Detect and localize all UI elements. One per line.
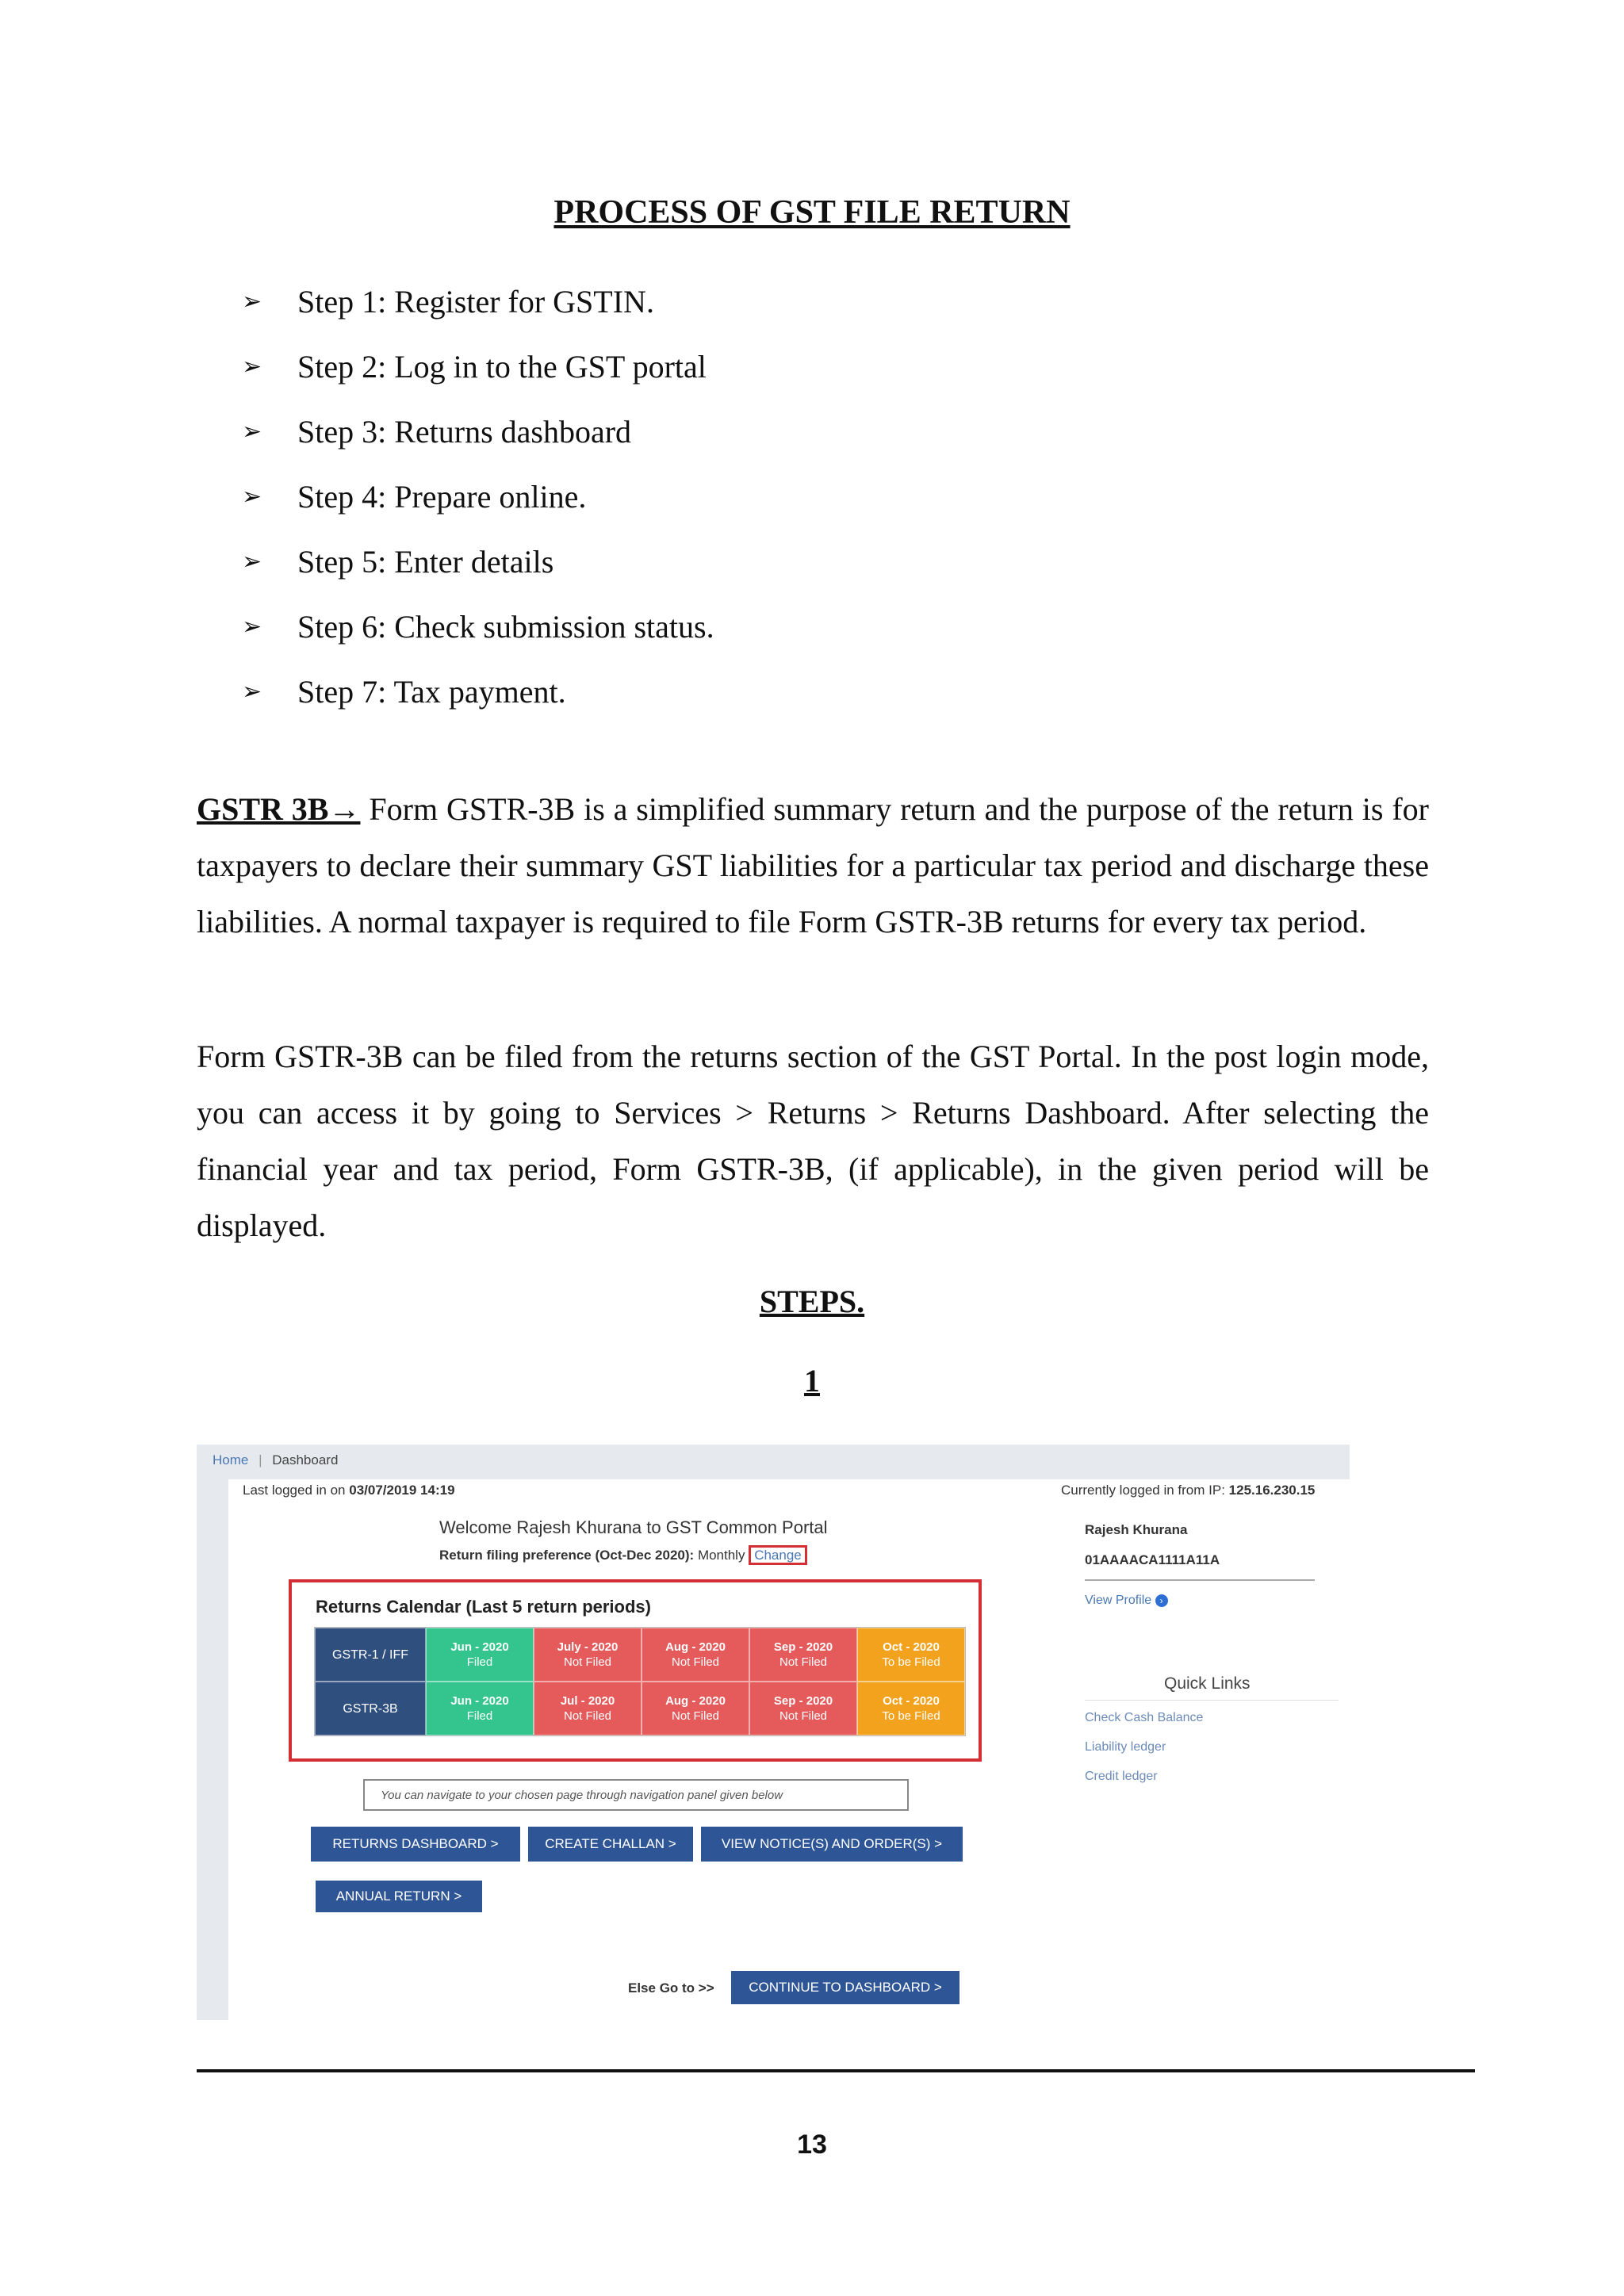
list-item: ➢ Step 5: Enter details xyxy=(242,530,714,595)
arrow-bullet-icon: ➢ xyxy=(242,288,262,316)
arrow-circle-icon: › xyxy=(1155,1594,1168,1607)
gstin-value: 01AAAACA1111A11A xyxy=(1085,1552,1220,1567)
arrow-bullet-icon: ➢ xyxy=(242,548,262,576)
calendar-cell[interactable]: Sep - 2020 Not Filed xyxy=(749,1682,857,1735)
calendar-cell[interactable]: July - 2020 Not Filed xyxy=(534,1628,642,1682)
change-preference-link[interactable]: Change xyxy=(749,1545,807,1565)
filing-paragraph: Form GSTR-3B can be filed from the returns section of the GST Portal. In the post login mode, you can access it by going to Services > Returns > Returns Dashboard. After selecting the financial year and tax period, Form GSTR-3B, (if applicable), in the given period will be displayed. xyxy=(197,1039,1429,1243)
left-gutter xyxy=(197,1479,228,2020)
calendar-cell[interactable]: Jun - 2020 Filed xyxy=(426,1628,534,1682)
calendar-cell[interactable]: Oct - 2020 To be Filed xyxy=(857,1682,965,1735)
row-gstr3b: GSTR-3B xyxy=(315,1682,426,1735)
calendar-cell[interactable]: Aug - 2020 Not Filed xyxy=(642,1628,749,1682)
breadcrumb: Home | Dashboard xyxy=(213,1452,339,1468)
page-number: 13 xyxy=(797,2130,827,2160)
filing-preference: Return filing preference (Oct-Dec 2020): Monthly Change xyxy=(439,1548,807,1563)
page-title: PROCESS OF GST FILE RETURN xyxy=(553,194,1071,231)
list-item: ➢ Step 6: Check submission status. xyxy=(242,595,714,660)
list-item: ➢ Step 3: Returns dashboard xyxy=(242,400,714,465)
continue-to-dashboard-button[interactable]: CONTINUE TO DASHBOARD > xyxy=(731,1971,959,2004)
breadcrumb-dashboard: Dashboard xyxy=(272,1452,339,1468)
footer-rule xyxy=(197,2069,1475,2072)
divider xyxy=(1085,1579,1315,1581)
calendar-title: Returns Calendar (Last 5 return periods) xyxy=(316,1597,651,1617)
arrow-bullet-icon: ➢ xyxy=(242,483,262,511)
annual-return-button[interactable]: ANNUAL RETURN > xyxy=(316,1881,482,1912)
calendar-cell[interactable]: Aug - 2020 Not Filed xyxy=(642,1682,749,1735)
gstr3b-lead: GSTR 3B→ xyxy=(197,791,361,827)
list-item: ➢ Step 7: Tax payment. xyxy=(242,660,714,725)
quick-link-liability-ledger[interactable]: Liability ledger xyxy=(1085,1740,1166,1754)
arrow-bullet-icon: ➢ xyxy=(242,678,262,706)
navigation-hint: You can navigate to your chosen page through navigation panel given below xyxy=(363,1779,909,1811)
user-name: Rajesh Khurana xyxy=(1085,1522,1188,1537)
steps-heading: STEPS. xyxy=(759,1284,865,1319)
breadcrumb-bar xyxy=(197,1445,1350,1479)
last-logged: Last logged in on 03/07/2019 14:19 xyxy=(243,1483,455,1498)
quick-link-cash-balance[interactable]: Check Cash Balance xyxy=(1085,1711,1204,1724)
divider xyxy=(1085,1700,1339,1701)
returns-calendar xyxy=(289,1579,982,1762)
list-item: ➢ Step 1: Register for GSTIN. xyxy=(242,270,714,335)
gstr3b-paragraph: GSTR 3B→ Form GSTR-3B is a simplified summary return and the purpose of the return is for taxpayers to declare their summary GST liabilities for a particular tax period and discharge these liabilities. A normal taxpayer is required to file Form GSTR-3B returns for every tax period. xyxy=(197,791,1430,939)
view-profile-link[interactable]: View Profile › xyxy=(1085,1594,1168,1608)
arrow-bullet-icon: ➢ xyxy=(242,353,262,381)
calendar-cell[interactable]: Jul - 2020 Not Filed xyxy=(534,1682,642,1735)
arrow-bullet-icon: ➢ xyxy=(242,418,262,446)
steps-list xyxy=(242,270,714,725)
list-item: ➢ Step 2: Log in to the GST portal xyxy=(242,335,714,400)
gst-portal-screenshot xyxy=(197,1445,1350,2020)
else-go-to-label: Else Go to >> xyxy=(628,1980,714,1996)
breadcrumb-home[interactable]: Home xyxy=(213,1452,249,1468)
view-notices-button[interactable]: VIEW NOTICE(S) AND ORDER(S) > xyxy=(701,1827,963,1862)
returns-dashboard-button[interactable]: RETURNS DASHBOARD > xyxy=(311,1827,520,1862)
calendar-cell[interactable]: Oct - 2020 To be Filed xyxy=(857,1628,965,1682)
list-item: ➢ Step 4: Prepare online. xyxy=(242,465,714,530)
create-challan-button[interactable]: CREATE CHALLAN > xyxy=(528,1827,693,1862)
calendar-cell[interactable]: Sep - 2020 Not Filed xyxy=(749,1628,857,1682)
quick-link-credit-ledger[interactable]: Credit ledger xyxy=(1085,1770,1158,1783)
step-number: 1 xyxy=(804,1363,820,1399)
calendar-grid xyxy=(314,1627,966,1736)
quick-links-title: Quick Links xyxy=(1164,1674,1251,1693)
row-gstr1: GSTR-1 / IFF xyxy=(315,1628,426,1682)
welcome-text: Welcome Rajesh Khurana to GST Common Portal xyxy=(439,1517,828,1537)
ip-info: Currently logged in from IP: 125.16.230.15 xyxy=(1061,1483,1316,1498)
arrow-bullet-icon: ➢ xyxy=(242,613,262,641)
calendar-cell[interactable]: Jun - 2020 Filed xyxy=(426,1682,534,1735)
